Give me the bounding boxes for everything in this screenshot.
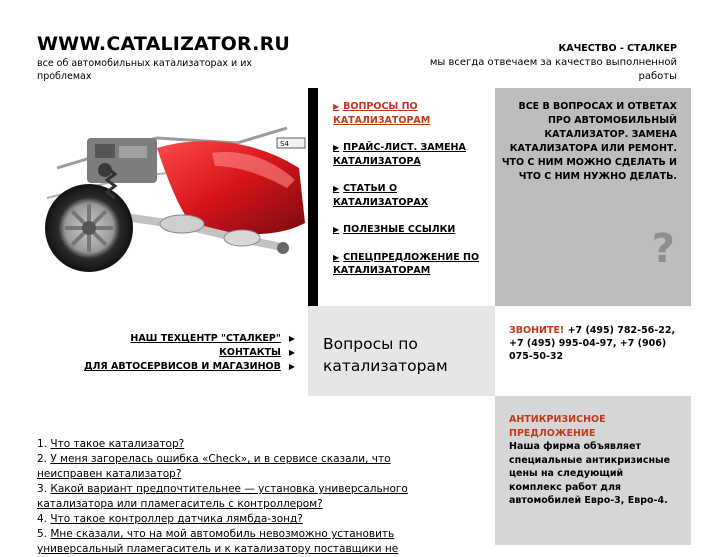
svg-text:S4: S4: [280, 140, 289, 148]
question-mark-icon: ?: [651, 226, 675, 272]
list-item: [37, 437, 457, 452]
link-contacts[interactable]: [84, 346, 295, 360]
site-title[interactable]: WWW.CATALIZATOR.RU: [37, 33, 291, 55]
questions-list: [37, 437, 457, 557]
nav-item-price-list[interactable]: [333, 141, 491, 168]
motto-text: мы всегда отвечаем за качество выполненной работы: [429, 57, 677, 82]
question-link[interactable]: У меня загорелась ошибка «Check», и в сервисе сказали, что неисправен катализатор?: [37, 453, 391, 480]
divider-bar: [308, 88, 318, 306]
page-title: Вопросы по катализаторам: [323, 335, 448, 375]
list-number: 5.: [37, 528, 48, 540]
triangle-right-icon: ▶: [333, 184, 340, 193]
link-tech-center[interactable]: [84, 332, 295, 346]
nav-item-articles[interactable]: [333, 182, 491, 209]
question-link[interactable]: Что такое контроллер датчика лямбда-зонд?: [50, 513, 303, 525]
nav-label: СПЕЦПРЕДЛОЖЕНИЕ ПО КАТАЛИЗАТОРАМ: [333, 251, 480, 276]
question-link[interactable]: Что такое катализатор?: [50, 438, 185, 450]
info-text: ВСЕ В ВОПРОСАХ И ОТВЕТАХ ПРО АВТОМОБИЛЬНЫЙ КАТАЛИЗАТОР. ЗАМЕНА КАТАЛИЗАТОРА ИЛИ РЕМОНТ. ЧТО С НИМ МОЖНО СДЕЛАТЬ И ЧТО С НИМ НУЖНО ДЕЛАТЬ.: [501, 101, 677, 182]
link-label: ДЛЯ АВТОСЕРВИСОВ И МАГАЗИНОВ: [84, 361, 281, 372]
triangle-right-icon: ▶: [288, 362, 295, 371]
nav-item-special-offer[interactable]: [333, 251, 491, 278]
call-label: ЗВОНИТЕ!: [509, 325, 565, 336]
triangle-right-icon: ▶: [288, 334, 295, 343]
hero-car-image: [37, 108, 308, 286]
link-label: НАШ ТЕХЦЕНТР "СТАЛКЕР": [130, 333, 281, 344]
nav-label: СТАТЬИ О КАТАЛИЗАТОРАХ: [333, 183, 429, 208]
question-link[interactable]: Мне сказали, что на мой автомобиль невозможно установить универсальный пламегаситель и к катализатору поставщики не: [37, 528, 399, 555]
nav-item-questions[interactable]: [333, 100, 491, 127]
anticrisis-box: [495, 396, 691, 545]
header-slogan: [417, 42, 677, 84]
triangle-right-icon: ▶: [333, 143, 340, 152]
brand-slogan: КАЧЕСТВО - СТАЛКЕР: [558, 43, 677, 54]
list-number: 1.: [37, 438, 48, 450]
list-item: [37, 512, 457, 527]
main-nav: [333, 100, 491, 292]
nav-label: ПОЛЕЗНЫЕ ССЫЛКИ: [343, 224, 456, 235]
contact-box: [495, 306, 691, 396]
site-tagline: все об автомобильных катализаторах и их проблемах: [37, 58, 253, 82]
info-box: [495, 88, 691, 306]
list-number: 2.: [37, 453, 48, 465]
anticrisis-title: АНТИКРИЗИСНОЕ ПРЕДЛОЖЕНИЕ: [509, 414, 606, 439]
nav-label: ВОПРОСЫ ПО КАТАЛИЗАТОРАМ: [333, 101, 431, 126]
triangle-right-icon: ▶: [333, 102, 340, 111]
phone-primary: +7 (495) 782-56-22,: [567, 325, 676, 336]
nav-label: ПРАЙС-ЛИСТ. ЗАМЕНА КАТАЛИЗАТОРА: [333, 142, 466, 167]
phone-text: [509, 324, 681, 363]
link-for-services[interactable]: [84, 360, 295, 374]
list-item: [37, 482, 457, 512]
list-number: 4.: [37, 513, 48, 525]
triangle-right-icon: ▶: [288, 348, 295, 357]
triangle-right-icon: ▶: [333, 252, 340, 262]
list-item: [37, 452, 457, 482]
question-link[interactable]: Какой вариант предпочтительнее — установка универсального катализатора или пламегаситель с контроллером?: [37, 483, 408, 510]
link-label: КОНТАКТЫ: [219, 347, 281, 358]
list-number: 3.: [37, 483, 48, 495]
anticrisis-text: Наша фирма объявляет специальные антикризисные цены на следующий комплекс работ для автомобилей Евро-3, Евро-4.: [509, 441, 671, 506]
page-title-box: [308, 306, 495, 396]
phone-secondary: +7 (495) 995-04-97, +7 (906) 075-50-32: [509, 338, 667, 362]
secondary-links: [84, 332, 295, 374]
triangle-right-icon: ▶: [333, 225, 340, 234]
list-item: [37, 527, 457, 557]
nav-item-useful-links[interactable]: [333, 223, 491, 237]
anticrisis-content: [509, 413, 677, 508]
